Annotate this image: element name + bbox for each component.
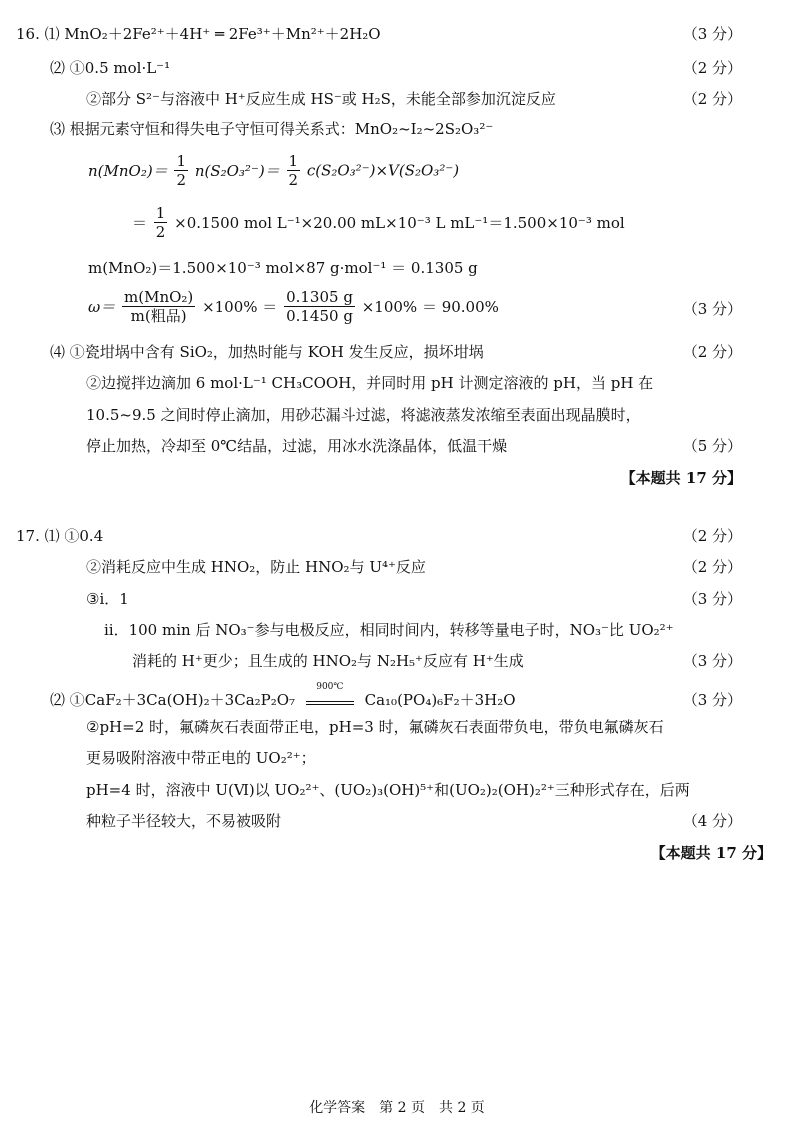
q16-line2 xyxy=(0,56,794,80)
q17-line10 xyxy=(0,809,794,833)
formula2-left: ＝ xyxy=(132,214,148,232)
q17-total-score: 【本题共 17 分】 xyxy=(650,844,772,862)
reaction-arrow xyxy=(306,682,354,705)
q17-line1-score: （2 分） xyxy=(682,527,742,545)
q17-line1 xyxy=(0,524,794,548)
formula2-right: ×0.1500 mol L⁻¹×20.00 mL×10⁻³ L mL⁻¹＝1.500×10⁻³ mol xyxy=(174,214,625,232)
q16-line3 xyxy=(0,87,794,111)
q16-line4 xyxy=(0,117,794,141)
q17-part1-answer3i: ③ⅰ．1 xyxy=(86,590,129,608)
formula1-fraction2: $\frac{1}{2}$ xyxy=(288,152,299,189)
q17-line7 xyxy=(0,715,794,739)
q16-total xyxy=(0,466,794,490)
formula4-fraction2: $\frac{0.1305 g}{0.1450 g}$ xyxy=(286,288,353,325)
q16-line5-score: （2 分） xyxy=(682,343,742,361)
q17-line3 xyxy=(0,587,794,611)
q17-line6 xyxy=(0,684,794,712)
q17-part1-answer2: ②消耗反应中生成 HNO₂，防止 HNO₂与 U⁴⁺反应 xyxy=(86,558,426,576)
q17-reaction xyxy=(50,682,516,712)
q17-part2-answer2-end: 种粒子半径较大，不易被吸附 xyxy=(86,812,282,830)
q16-line2-score: （2 分） xyxy=(682,59,742,77)
formula1-left: n(MnO₂)＝ xyxy=(88,162,168,180)
q17-line3-score: （3 分） xyxy=(682,590,742,608)
formula4-right: ×100% ＝ 90.00% xyxy=(361,298,499,316)
q17-line9 xyxy=(0,778,794,802)
q17-total xyxy=(0,841,794,865)
q17-part1-answer3ii: ⅱ．100 min 后 NO₃⁻参与电极反应，相同时间内，转移等量电子时，NO₃⁻比 UO₂²⁺ xyxy=(104,621,674,639)
q16-line1 xyxy=(0,22,794,46)
q17-line5 xyxy=(0,649,794,673)
q16-part4-answer2-end: 停止加热，冷却至 0℃结晶，过滤，用冰水洗涤晶体，低温干燥 xyxy=(86,437,508,455)
formula4-fraction1: $\frac{\text{m(MnO₂)}}{\text{m(粗品)}}$ xyxy=(124,288,194,325)
q16-line8 xyxy=(0,434,794,458)
q16-total-score: 【本题共 17 分】 xyxy=(620,469,742,487)
q16-part4-answer2: ②边搅拌边滴加 6 mol·L⁻¹ CH₃COOH，并同时用 pH 计测定溶液的 pH，当 pH 在 xyxy=(86,374,654,392)
q16-line1-score: （3 分） xyxy=(682,25,742,43)
q16-formula2 xyxy=(0,200,794,244)
q16-line6 xyxy=(0,371,794,395)
reaction-condition: 900℃ xyxy=(316,682,344,692)
reaction-right: Ca₁₀(PO₄)₆F₂＋3H₂O xyxy=(364,691,516,709)
q16-part2-answer2: ②部分 S²⁻与溶液中 H⁺反应生成 HS⁻或 H₂S，未能全部参加沉淀反应 xyxy=(86,90,556,108)
formula1-fraction: $\frac{1}{2}$ xyxy=(176,152,187,189)
reaction-left: ⑵ ①CaF₂＋3Ca(OH)₂＋3Ca₂P₂O₇ xyxy=(50,691,296,709)
formula4-mid: ×100% ＝ xyxy=(202,298,278,316)
formula4-left: ω＝ xyxy=(88,298,116,316)
q16-line5 xyxy=(0,340,794,364)
q16-part3-intro: ⑶ 根据元素守恒和得失电子守恒可得关系式：MnO₂~I₂~2S₂O₃²⁻ xyxy=(50,120,494,138)
q17-line10-score: （4 分） xyxy=(682,812,742,830)
formula3-text: m(MnO₂)＝1.500×10⁻³ mol×87 g·mol⁻¹ ＝ 0.1305 g xyxy=(88,259,478,277)
q16-part4-answer2-cont: 10.5~9.5 之间时停止滴加，用砂芯漏斗过滤，将滤液蒸发浓缩至表面出现晶膜时， xyxy=(86,406,641,424)
q16-line7 xyxy=(0,403,794,427)
q16-line8-score: （5 分） xyxy=(682,437,742,455)
q17-line2 xyxy=(0,555,794,579)
page-footer: 化学答案 第 2 页 共 2 页 xyxy=(309,1100,485,1116)
formula1-mid: n(S₂O₃²⁻)＝ xyxy=(194,162,280,180)
q16-equation: 16. ⑴ MnO₂＋2Fe²⁺＋4H⁺ ═ 2Fe³⁺＋Mn²⁺＋2H₂O xyxy=(16,25,381,43)
q17-line6-score: （3 分） xyxy=(682,691,742,709)
q17-part2-answer2: ②pH=2 时，氟磷灰石表面带正电，pH=3 时，氟磷灰石表面带负电，带负电氟磷灰石 xyxy=(86,718,664,736)
q17-part1-answer3ii-cont: 消耗的 H⁺更少；且生成的 HNO₂与 N₂H₅⁺反应有 H⁺生成 xyxy=(132,652,524,670)
q17-part2-answer2-ph4: pH=4 时，溶液中 U(Ⅵ)以 UO₂²⁺、(UO₂)₃(OH)⁵⁺和(UO₂)₂(OH)₂²⁺三种形式存在，后两 xyxy=(86,781,690,799)
q17-part1-answer1: 17. ⑴ ①0.4 xyxy=(16,527,104,545)
q16-part4-answer1: ⑷ ①瓷坩埚中含有 SiO₂，加热时能与 KOH 发生反应，损坏坩埚 xyxy=(50,343,484,361)
formula2-fraction: $\frac{1}{2}$ xyxy=(155,204,166,241)
q16-formula3 xyxy=(0,256,794,280)
q16-line3-score: （2 分） xyxy=(682,90,742,108)
formula4-score: （3 分） xyxy=(682,300,742,318)
q17-line2-score: （2 分） xyxy=(682,558,742,576)
q16-formula1 xyxy=(0,148,794,192)
q17-line4 xyxy=(0,618,794,642)
q16-formula4 xyxy=(0,286,794,332)
q16-part2-answer1: ⑵ ①0.5 mol·L⁻¹ xyxy=(50,59,171,77)
q17-line8 xyxy=(0,746,794,770)
q17-line5-score: （3 分） xyxy=(682,652,742,670)
formula1-right: c(S₂O₃²⁻)×V(S₂O₃²⁻) xyxy=(306,161,460,180)
q17-part2-answer2-cont: 更易吸附溶液中带正电的 UO₂²⁺； xyxy=(86,749,316,767)
